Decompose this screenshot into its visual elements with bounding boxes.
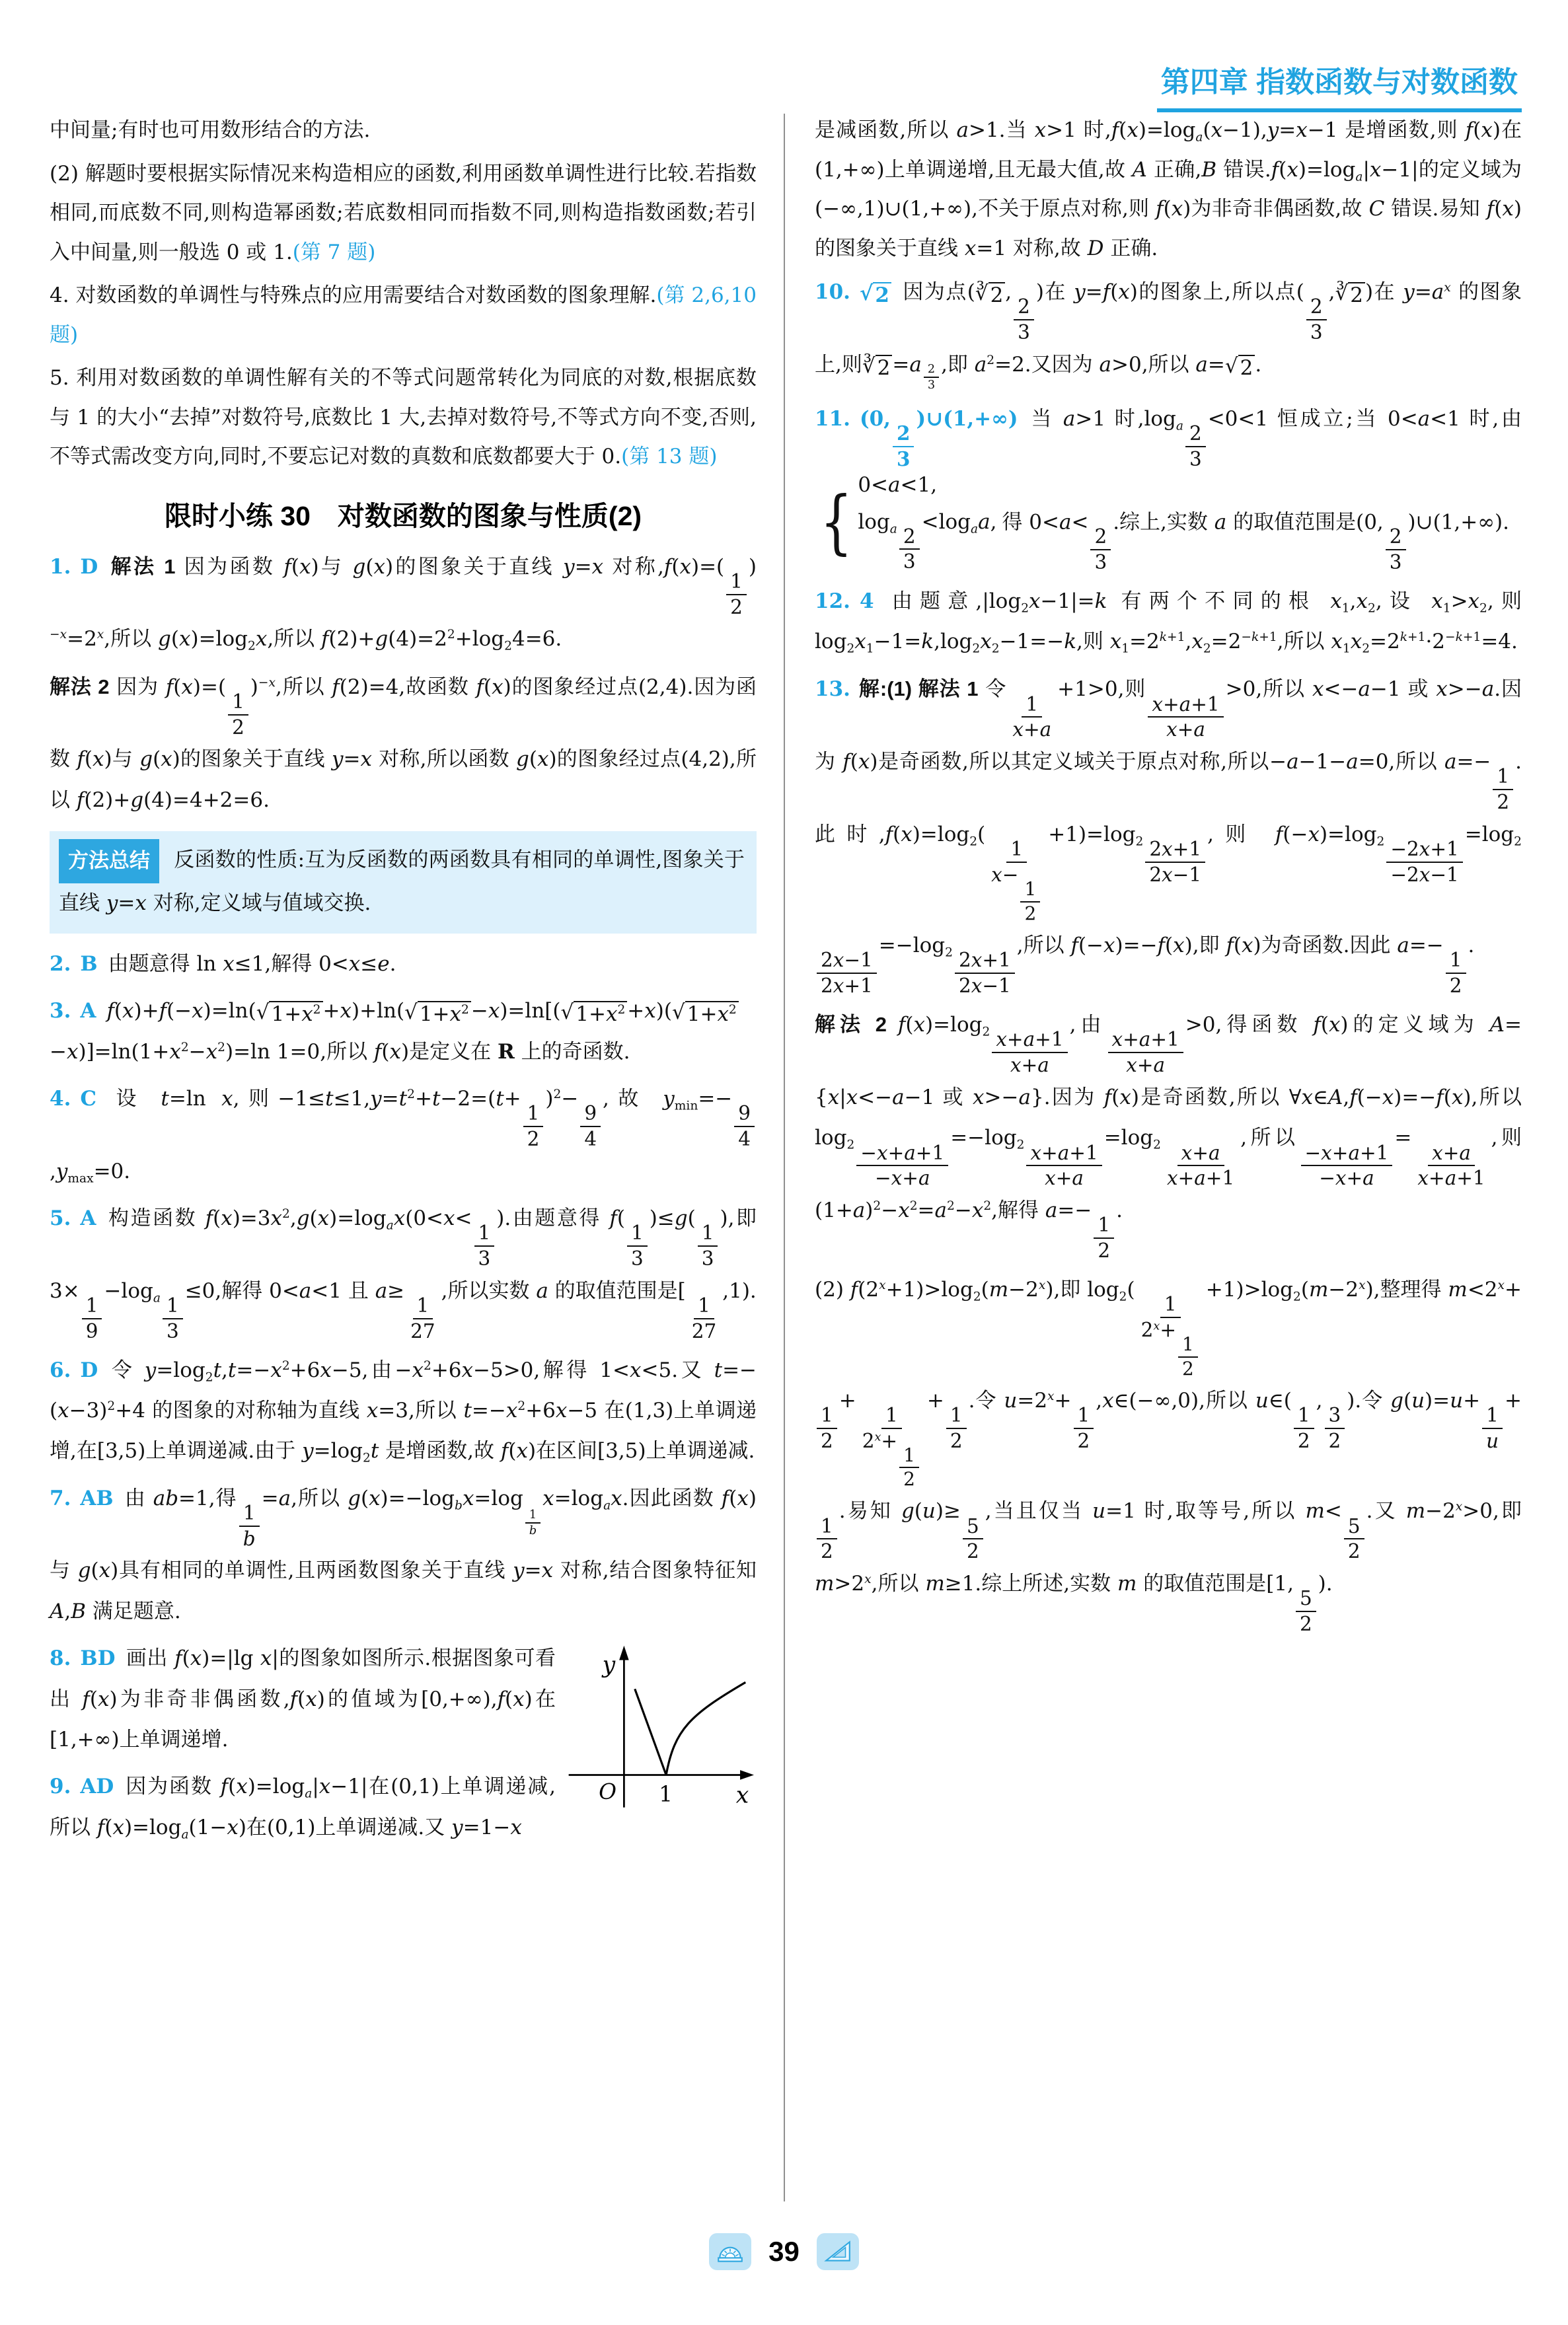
answer-number: 8. xyxy=(50,1646,71,1671)
left-column xyxy=(50,111,757,1855)
page-number: 39 xyxy=(768,2236,800,2267)
origin-label: O xyxy=(599,1779,617,1805)
answer-number: 6. xyxy=(50,1358,71,1382)
solution-item-8: y O 1 x 8. BD 画出 f(x)=|lg x|的图象如图所示.根据图象可看出 f(x)为非奇非偶函数,f(x)的值域为[0,+∞),f(x)在[1,+∞)上单调递增. xyxy=(50,1639,757,1760)
answer-number: 2. xyxy=(50,952,71,977)
answer-value: (0, $\frac{2}{3}$ )∪(1,+∞) xyxy=(859,407,1018,470)
solution-item-12: 12. 4 由题意$,|\log_2x-1|=k$ 有两个不同的根 $x_1,x_2$,设 $x_1>x_2$,则 $\log_2x_1-1=k,\log_2x_2-1=-k$,则 $x_1=2^{k+1},x_2=2^{-k+1}$,所以 $x_1x_2=2^{k+1}\cdot 2^{-k+1}=4$. xyxy=(815,589,1522,656)
answer-number: 3. xyxy=(50,999,71,1023)
paragraph: 5. 利用对数函数的单调性解有关的不等式问题常转化为同底的对数,根据底数与 1 的大小“去掉”对数符号,底数比 1 大,去掉对数符号,不等式方向不变,否则,不等式需改变方向,同时,不要忘记对数的真数和底数都要大于 0.(第 13 题) xyxy=(50,366,757,469)
right-column xyxy=(815,111,1522,1643)
abs-lg-function-graph xyxy=(564,1644,757,1818)
solution-item-11: 11. (0, $\frac{2}{3}$ )∪(1,+∞) 当 a>1 时$,\log_a$ $\frac{2}{3}$ <0<1 恒成立;当 0<a<1 时,由 { 0<a<1, $\log_a$ $\frac{2}{3}$ $<\log_aa$, 得 0<a< $\frac{2}{3}$ .综上,实数 a 的取值范围是(0, $\frac{2}{3}$ )∪(1,+∞). xyxy=(815,407,1522,573)
section-title: 限时小练 30 对数函数的图象与性质(2) xyxy=(164,500,642,531)
solution-item-13: 解法 2 $f(x)=\log_2$ $\frac{x+a+1}{x+a}$ ,由 $\frac{x+a+1}{x+a}$ >0,得函数 f(x)的定义域为 A={x|x<−a−1 或 x>−a}.因为 f(x)是奇函数,所以 ∀x∈A,f(−x)=−f(x),所以 $\log_2$ $\frac{-x+a+1}{-x+a}$ $=-\log_2$ $\frac{x+a+1}{x+a}$ $=\log_2$ $\frac{x+a}{x+a+1}$ ,所以 $\frac{-x+a+1}{-x+a}$ = $\frac{x+a}{x+a+1}$ ,则$(1+a)^2-x^2=a^2-x^2$,解得 a=− $\frac{1}{2}$ . xyxy=(815,1013,1522,1263)
answer-value: B xyxy=(80,952,98,977)
solution-item-3: 3. A f(x)+f(−x)=ln( √ $1+x^2$ +x)+ln( √ $1+x^2$ −x)=ln[( √ $1+x^2$ +x)( √ $1+x^2$ $-x)]=\ln(1+x^2-x^2)=\ln$ 1=0,所以 f(x)是定义在 R 上的奇函数. xyxy=(50,991,757,1072)
x-axis-arrow xyxy=(740,1770,754,1780)
solution-item-9: 9. AD 因为函数 $f(x)=\log_a|x-1|$在(0,1)上单调递减,所以 $f(x)=\log_a(1-x)$在(0,1)上单调递减.又 y=1−x xyxy=(50,1775,556,1842)
paragraph: 4. 对数函数的单调性与特殊点的应用需要结合对数函数的图象理解.(第 2,6,10 题) xyxy=(50,283,757,347)
solution-item-13: 13. 解:(1) 解法 1 令 $\frac{1}{x+a}$ +1>0,则 $\frac{x+a+1}{x+a}$ >0,所以 x<−a−1 或 x>−a.因为 f(x)是奇函数,所以其定义域关于原点对称,所以−a−1−a=0,所以 a=− $\frac{1}{2}$ .此时$,f(x)=\log_2$( 1 x− $\frac{1}{2}$ $+1)=\log_2$ $\frac{2x+1}{2x-1}$ ,则 $f(-x)=\log_2$ $\frac{-2x+1}{-2x-1}$ $=\log_2$ $\frac{2x-1}{2x+1}$ $=-\log_2$ $\frac{2x+1}{2x-1}$ ,所以 f(−x)=−f(x),即 f(x)为奇函数.因此 a=− $\frac{1}{2}$ . xyxy=(815,677,1522,997)
solution-item-13: (2) $f(2^x+1)>\log_2(m-2^x)$,即 $\log_2$( 1 $2^x+$ $\frac{1}{2}$ $+1)>\log_2(m-2^x)$,整理得 $m<2^x+$ $\frac{1}{2}$ + 1 $2^x+$ $\frac{1}{2}$ + $\frac{1}{2}$ .令 $u=2^x+$ $\frac{1}{2}$ ,x∈(−∞,0),所以 u∈( $\frac{1}{2}$ , $\frac{3}{2}$ ).令 g(u)=u+ $\frac{1}{u}$ + $\frac{1}{2}$ .易知 g(u)≥ $\frac{5}{2}$ ,当且仅当 u=1 时,取等号,所以 m< $\frac{5}{2}$ .又 $m-2^x>0$,即 $m>2^x$,所以 m≥1.综上所述,实数 m 的取值范围是[1, $\frac{5}{2}$ ). xyxy=(815,1277,1522,1636)
answer-number: 4. xyxy=(50,1087,71,1111)
answer-number: 7. xyxy=(50,1486,71,1510)
answer-value: D xyxy=(80,554,98,579)
decreasing-branch xyxy=(635,1689,666,1775)
answer-value: A xyxy=(80,1206,96,1231)
solution-item-1: 解法 2 因为 f(x)=( $\frac{1}{2}$ )$^{-x}$,所以 f(2)=4,故函数 f(x)的图象经过点(2,4).因为函数 f(x)与 g(x)的图象关于直线 y=x 对称,所以函数 g(x)的图象经过点(4,2),所以 f(2)+g(4)=4+2=6. xyxy=(50,675,757,812)
column-divider xyxy=(784,114,785,2201)
paragraph: 是减函数,所以 a>1.当 x>1 时$,f(x)=\log_a(x-1),y=x-1$ 是增函数,则 f(x)在(1,+∞)上单调递增,且无最大值,故 A 正确,B 错误$.f(x)=\log_a|x-1|$的定义域为(−∞,1)∪(1,+∞),不关于原点对称,则 f(x)为非奇非偶函数,故 C 错误.易知 f(x)的图象关于直线 x=1 对称,故 D 正确. xyxy=(815,118,1522,260)
answer-number: 5. xyxy=(50,1206,71,1231)
answer-number: 13. xyxy=(815,677,850,702)
solution-item-6: 6. D 令 $y=\log_2t,t=-x^2+6x-5$,由$-x^2+6x-5>0$,解得 1<x<5.又 $t=-(x-3)^2+4$ 的图象的对称轴为直线 x=3,所以 $t=-x^2+6x-5$ 在(1,3)上单调递增,在[3,5)上单调递减.由于 $y=\log_2t$ 是增函数,故 f(x)在区间[3,5)上单调递减. xyxy=(50,1358,757,1465)
x-axis-label: x xyxy=(735,1782,749,1809)
paragraph: (2) 解题时要根据实际情况来构造相应的函数,利用函数单调性进行比较.若指数相同,而底数不同,则构造幂函数;若底数相同而指数不同,则构造指数函数;若引入中间量,则一般选 0 或 1.(第 7 题) xyxy=(50,161,757,264)
answer-number: 10. xyxy=(815,280,850,305)
solution-item-7: 7. AB 由 ab=1,得 $\frac{1}{b}$ =a,所以 $g(x)=-\log_bx=\log$ $_{\frac{1}{b}}$ $x=\log_ax$.因此函数 f(x)与 g(x)具有相同的单调性,且两函数图象关于直线 y=x 对称,结合图象特征知 A,B 满足题意. xyxy=(50,1486,757,1623)
chapter-header: 第四章 指数函数与对数函数 xyxy=(1157,58,1522,112)
answer-value: √ 2 xyxy=(860,280,891,304)
protractor-icon xyxy=(709,2233,751,2270)
y-axis-label: y xyxy=(602,1652,616,1679)
answer-value: AD xyxy=(80,1775,114,1799)
answer-value: A xyxy=(80,999,96,1023)
y-axis-arrow xyxy=(619,1646,629,1660)
answer-number: 11. xyxy=(815,407,850,431)
increasing-branch xyxy=(666,1682,745,1775)
answer-number: 9. xyxy=(50,1775,71,1799)
solution-item-5: 5. A 构造函数 $f(x)=3x^2,g(x)=\log_ax(0<x<$ $\frac{1}{3}$ ).由题意得 f( $\frac{1}{3}$ )≤g( $\frac{1}{3}$ ),即 3× $\frac{1}{9}$ $-\log_a$ $\frac{1}{3}$ ≤0,解得 0<a<1 且 a≥ $\frac{1}{27}$ ,所以实数 a 的取值范围是[ $\frac{1}{27}$ ,1). xyxy=(50,1206,757,1343)
answer-number: 12. xyxy=(815,589,850,613)
solution-item-2: 2. B 由题意得 ln x≤1,解得 0<x≤e. xyxy=(50,952,396,977)
method-summary-box: 方法总结 反函数的性质:互为反函数的两函数具有相同的单调性,图象关于直线 y=x 对称,定义域与值域交换. xyxy=(50,831,757,934)
answer-value: 4 xyxy=(859,589,874,613)
method-summary-label: 方法总结 xyxy=(59,839,159,883)
solution-item-4: 4. C 设 t=ln x,则$-1\le t\le 1,y=t^2+t-2=(t+$ $\frac{1}{2}$ )$^2$− $\frac{9}{4}$ ,故 $y_{min}=-$ $\frac{9}{4}$ $,y_{max}=0$. xyxy=(50,1079,757,1192)
answer-number: 1. xyxy=(50,554,71,579)
graph-canvas xyxy=(564,1644,757,1818)
solution-item-1: 1. D 解法 1 因为函数 f(x)与 g(x)的图象关于直线 y=x 对称,f(x)=( $\frac{1}{2}$ )$^{-x}=2^x$,所以 $g(x)=\log_2x$,所以 $f(2)+g(4)=2^2+\log_24=6$. xyxy=(50,554,757,653)
answer-value: AB xyxy=(80,1486,114,1510)
answer-value: C xyxy=(80,1087,97,1111)
set-square-icon xyxy=(817,2233,859,2270)
paragraph: 中间量;有时也可用数形结合的方法. xyxy=(50,118,371,142)
page-footer xyxy=(0,2233,1568,2270)
answer-value: BD xyxy=(80,1646,116,1671)
solution-item-10: 10. √ 2 因为点( ∛ 2 , $\frac{2}{3}$ )在 y=f(x)的图象上,所以点( $\frac{2}{3}$ , ∛ 2 )在 $y=a^x$ 的图象上,则 ∛ 2 =a $^{\frac{2}{3}}$ ,即 $a^2=2$.又因为 a>0,所以 a= √ 2 . xyxy=(815,280,1522,392)
answer-value: D xyxy=(80,1358,98,1382)
tick-one-label: 1 xyxy=(659,1781,673,1807)
